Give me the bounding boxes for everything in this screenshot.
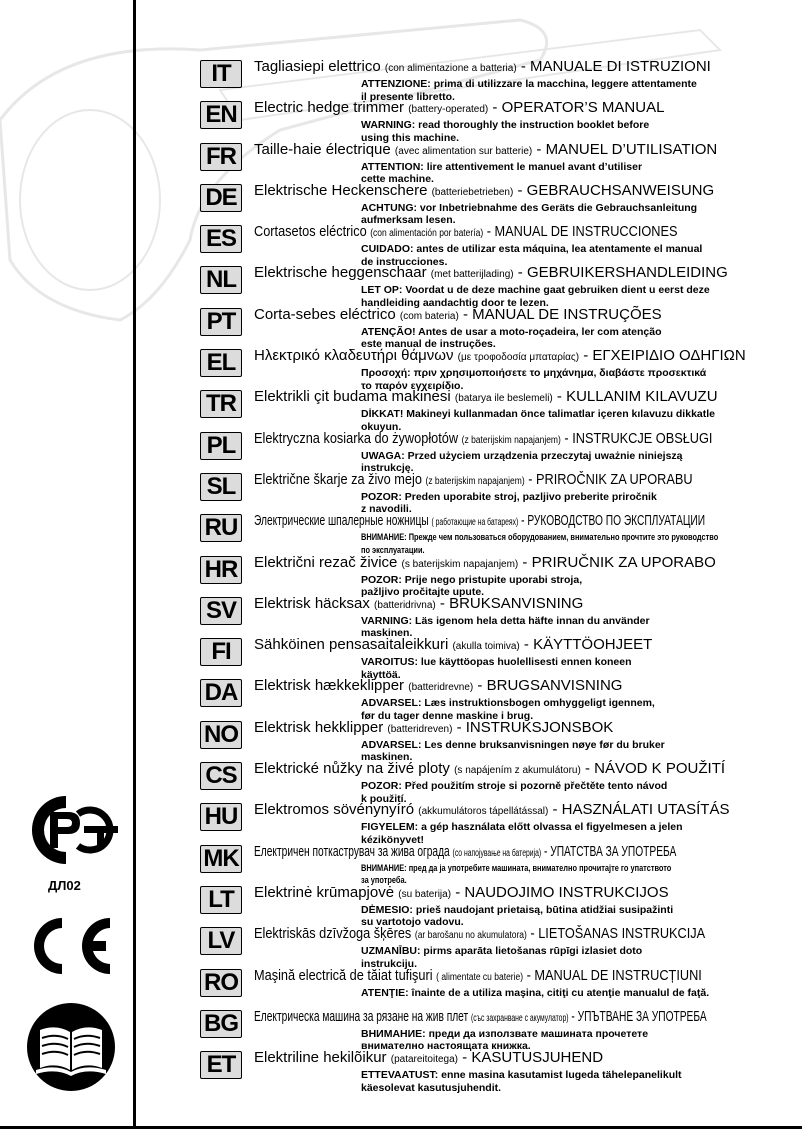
product-title: Elektrisk hekklipper (batteridreven) - INSTRUKSJONSBOK (254, 718, 614, 736)
language-entry-en (200, 99, 800, 144)
warning-text: ВНИМАНИЕ: Прежде чем пользоваться оборудованием, внимательно прочтите это руководство по эксплуатации. (361, 532, 719, 556)
product-title: Cortasetos eléctrico (con alimentación por batería) - MANUAL DE INSTRUCCIONES (254, 223, 678, 241)
language-entry-da (200, 677, 800, 722)
product-title: Tagliasiepi elettrico (con alimentazione a batteria) - MANUALE DI ISTRUZIONI (254, 58, 711, 75)
warning-text: ADVARSEL: Læs instruktionsbogen omhyggeligt igennem, før du tager denne maskine i brug. (361, 697, 655, 722)
warning-text: ВНИМАНИЕ: пред да ја употребите машината, внимателно прочитајте го упатството за употреба. (361, 862, 672, 887)
product-title: Elektrikli çit budama makinesi (batarya ile beslemeli) - KULLANIM KILAVUZU (254, 388, 718, 406)
product-title: Електричен поткаструвач за жива ограда (со напојување на батерија) - УПАТСТВА ЗА УПОТРЕБА (254, 842, 677, 860)
product-title: Elektriline hekilõikur (patareitoitega) - KASUTUSJUHEND (254, 1049, 604, 1067)
language-code-badge: SV (200, 597, 242, 625)
warning-text: DĖMESIO: prieš naudojant prietaisą, būtina atidžiai susipažinti su vartotojo vadovu. (361, 903, 674, 929)
language-code-badge: BG (200, 1010, 242, 1038)
product-title: Električne škarje za živo mejo (z baterijskim napajanjem) - PRIROČNIK ZA UPORABU (254, 470, 693, 488)
ce-mark-icon (24, 914, 114, 978)
language-entry-es (200, 223, 800, 268)
language-entry-hr (200, 553, 800, 599)
warning-text: ETTEVAATUST: enne masina kasutamist lugeda tähelepanelikult käesolevat kasutusjuhendit. (361, 1069, 682, 1094)
warning-text: POZOR: Prije nego pristupite uporabi stroja, pažljivo pročitajte upute. (361, 573, 583, 599)
language-list (200, 58, 800, 1094)
language-entry-pl (200, 429, 800, 475)
language-entry-pt (200, 305, 800, 351)
product-title: Електрическа машина за рязане на жив плет (със захранване с акумулатор) - УПЪТВАНЕ ЗА УПОТРЕБА (254, 1007, 707, 1025)
gost-r-mark-icon (26, 790, 122, 870)
language-code-badge: TR (200, 390, 242, 418)
product-title: Ηλεκτρικό κλαδευτήρι θάμνων (με τροφοδοσία μπαταρίας) - ΕΓΧΕΙΡΙΔΙΟ ΟΔΗΓΙΩΝ (254, 347, 746, 365)
language-code-badge: ES (200, 225, 242, 253)
product-title: Corta-sebes eléctrico (com bateria) - MANUAL DE INSTRUÇÕES (254, 305, 662, 323)
language-entry-tr (200, 388, 800, 433)
product-title: Electric hedge trimmer (battery-operated) - OPERATOR’S MANUAL (254, 99, 665, 117)
warning-text: Προσοχή: πριν χρησιμοποιήσετε το μηχάνημα, διαβάστε προσεκτικά το παρόν εγχειρίδιο. (361, 367, 707, 392)
warning-text: POZOR: Před použitím stroje si pozorně přečtěte tento návod k použití. (361, 780, 668, 805)
language-code-badge: EN (200, 101, 242, 129)
language-code-badge: HR (200, 556, 242, 584)
product-title: Sähköinen pensasaitaleikkuri (akulla toimiva) - KÄYTTÖOHJEET (254, 636, 653, 654)
language-entry-el (200, 347, 800, 392)
language-entry-mk (200, 842, 800, 887)
language-entry-sv (200, 594, 800, 640)
language-code-badge: PL (200, 432, 242, 460)
language-entry-cs (200, 760, 800, 805)
language-code-badge: NL (200, 266, 242, 294)
language-entry-de (200, 181, 800, 227)
product-title: Taille-haie électrique (avec alimentation sur batterie) - MANUEL D’UTILISATION (254, 140, 718, 158)
language-code-badge: FR (200, 143, 242, 171)
language-code-badge: NO (200, 721, 242, 749)
warning-text: UWAGA: Przed użyciem urządzenia przeczytaj uważnie niniejszą instrukcję. (361, 449, 683, 475)
warning-text: CUIDADO: antes de utilizar esta máquina, lea atentamente el manual de instrucciones. (361, 243, 703, 268)
language-entry-bg (200, 1007, 800, 1053)
language-entry-lt (200, 883, 800, 929)
language-entry-no (200, 718, 800, 764)
gost-certificate-code: ДЛ02 (48, 878, 81, 893)
warning-text: FIGYELEM: a gép használata előtt olvassa el figyelmesen a jelen kézikönyvet! (361, 821, 683, 846)
warning-text: ATENÇÃO! Antes de usar a moto-roçadeira, ler com atenção este manual de instruções. (361, 325, 662, 351)
language-entry-nl (200, 264, 800, 309)
language-entry-et (200, 1049, 800, 1094)
product-title: Maşină electrică de tăiat tufişuri ( alimentate cu baterie) - MANUAL DE INSTRUCȚIUNI (254, 966, 702, 984)
warning-text: DİKKAT! Makineyi kullanmadan önce talimatlar içeren kılavuzu dikkatle okuyun. (361, 408, 716, 433)
warning-text: ATTENZIONE: prima di utilizzare la macchina, leggere attentamente il presente libretto. (361, 78, 697, 103)
language-code-badge: ET (200, 1051, 242, 1079)
language-code-badge: CS (200, 762, 242, 790)
product-title: Elektrische Heckenschere (batteriebetrieben) - GEBRAUCHSANWEISUNG (254, 181, 715, 199)
warning-text: ADVARSEL: Les denne bruksanvisningen nøye før du bruker maskinen. (361, 738, 665, 764)
language-entry-fr (200, 140, 800, 186)
language-code-badge: HU (200, 803, 242, 831)
language-code-badge: DE (200, 184, 242, 212)
product-title: Elektrisk häcksax (batteridrivna) - BRUKSANVISNING (254, 594, 584, 612)
warning-text: POZOR: Preden uporabite stroj, pazljivo preberite priročnik z navodili. (361, 490, 657, 516)
language-entry-ru (200, 512, 800, 556)
product-title: Elektrinė krūmapjovė (su baterija) - NAUDOJIMO INSTRUKCIJOS (254, 883, 669, 901)
product-title: Elektryczna kosiarka do żywopłotów (z baterijskim napajanjem) - INSTRUKCJE OBSŁUGI (254, 429, 713, 447)
language-code-badge: FI (200, 638, 242, 666)
product-title: Elektrické nůžky na živé ploty (s napájením z akumulátoru) - NÁVOD K POUŽITÍ (254, 760, 726, 778)
product-title: Elektrisk hækkeklipper (batteridrevne) - BRUGSANVISNING (254, 677, 623, 695)
language-code-badge: RU (200, 514, 242, 542)
product-title: Električni rezač živice (s baterijskim napajanjem) - PRIRUČNIK ZA UPORABO (254, 553, 716, 571)
warning-text: WARNING: read thoroughly the instruction booklet before using this machine. (361, 119, 650, 144)
language-entry-it (200, 58, 800, 103)
language-entry-fi (200, 636, 800, 681)
language-entry-sl (200, 470, 800, 516)
language-code-badge: RO (200, 969, 242, 997)
language-code-badge: MK (200, 845, 242, 873)
product-title: Электрические шпалерные ножницы ( работающие на батареях) - РУКОВОДСТВО ПО ЭКСПЛУАТАЦИИ (254, 512, 706, 530)
warning-text: VAROITUS: lue käyttöopas huolellisesti ennen koneen käyttöä. (361, 656, 632, 681)
language-entry-hu (200, 801, 800, 846)
language-entry-ro (200, 967, 800, 1008)
bottom-divider (0, 1126, 802, 1129)
warning-text: VARNING: Läs igenom hela detta häfte innan du använder maskinen. (361, 614, 650, 640)
warning-text: ATENŢIE: înainte de a utiliza maşina, citiţi cu atenţie manualul de faţă. (361, 986, 710, 999)
warning-text: ВНИМАНИЕ: преди да използвате машината прочетете внимателно настоящата книжка. (361, 1027, 649, 1053)
language-code-badge: PT (200, 308, 242, 336)
language-code-badge: LV (200, 927, 242, 955)
product-title: Elektromos sövénynyíró (akkumulátoros tápellátással) - HASZNÁLATI UTASÍTÁS (254, 801, 730, 819)
language-entry-lv (200, 925, 800, 970)
language-code-badge: EL (200, 349, 242, 377)
read-manual-book-icon (26, 1002, 116, 1092)
product-title: Elektriskās dzīvžoga šķēres (ar barošanu no akumulatora) - LIETOŠANAS INSTRUKCIJA (254, 925, 706, 943)
product-title: Elektrische heggenschaar (met batterijlading) - GEBRUIKERSHANDLEIDING (254, 264, 728, 282)
language-code-badge: DA (200, 679, 242, 707)
language-code-badge: IT (200, 60, 242, 88)
language-code-badge: LT (200, 886, 242, 914)
warning-text: ATTENTION: lire attentivement le manuel avant d’utiliser cette machine. (361, 160, 643, 186)
warning-text: LET OP: Voordat u de deze machine gaat gebruiken dient u eerst deze handleiding aandachtig door te lezen. (361, 284, 710, 309)
warning-text: UZMANĪBU: pirms aparāta lietošanas rūpīgi izlasiet doto instrukciju. (361, 945, 643, 970)
language-code-badge: SL (200, 473, 242, 501)
warning-text: ACHTUNG: vor Inbetriebnahme des Geräts die Gebrauchsanleitung aufmerksam lesen. (361, 201, 698, 227)
